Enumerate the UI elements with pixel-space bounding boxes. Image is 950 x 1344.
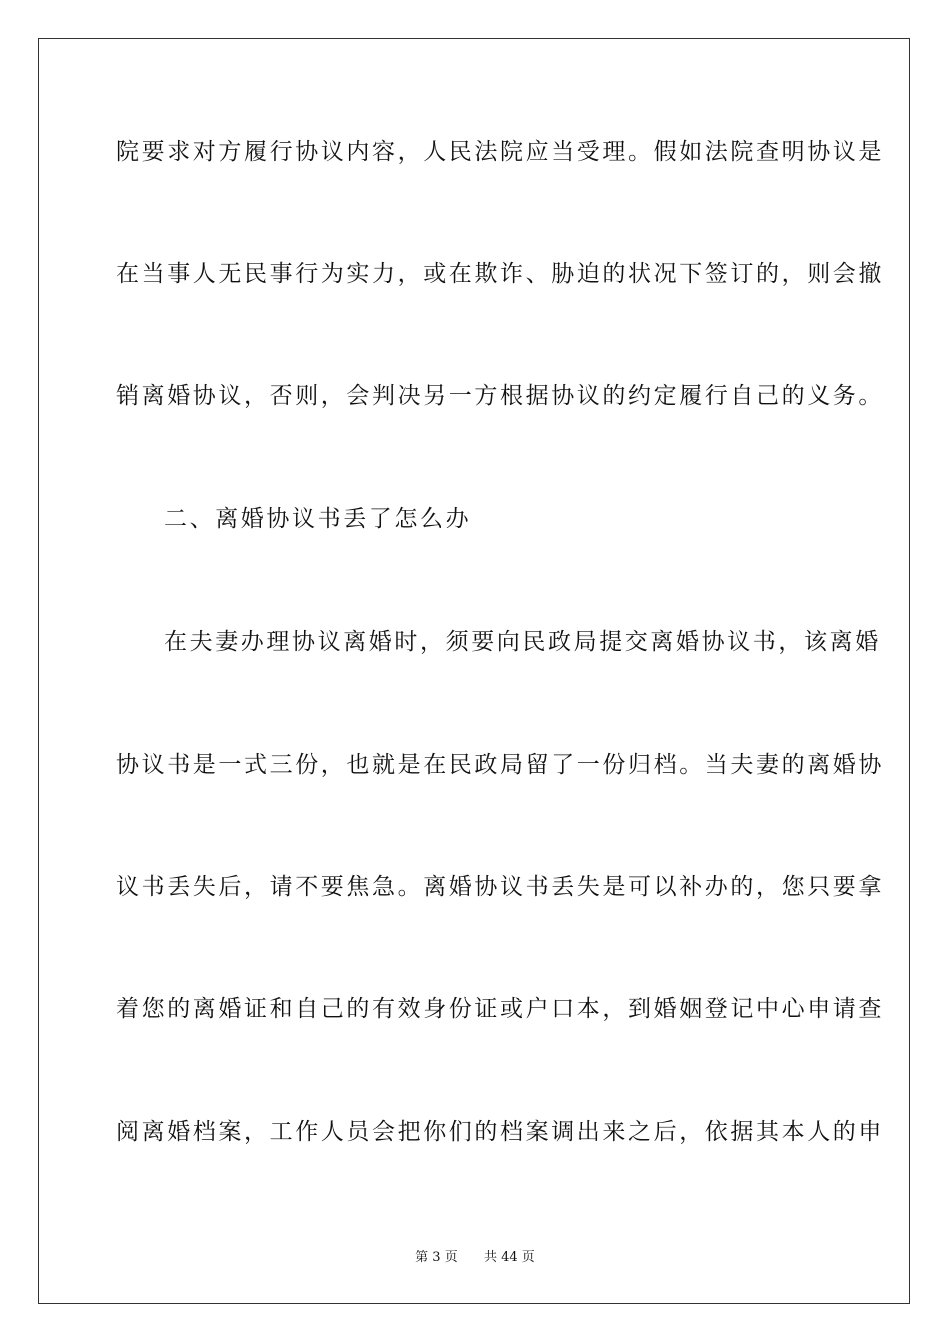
- text-line: 议书丢失后，请不要焦急。离婚协议书丢失是可以补办的，您只要拿: [116, 874, 884, 900]
- section-heading: 二、离婚协议书丢了怎么办: [164, 506, 472, 532]
- text-line: 销离婚协议，否则，会判决另一方根据协议的约定履行自己的义务。: [116, 383, 884, 409]
- page-footer: [0, 1246, 950, 1265]
- page-number: 第 3 页: [415, 1250, 458, 1265]
- text-line: 协议书是一式三份，也就是在民政局留了一份归档。当夫妻的离婚协: [116, 752, 884, 778]
- text-line: 在夫妻办理协议离婚时，须要向民政局提交离婚协议书，该离婚: [164, 629, 881, 655]
- text-line: 阅离婚档案，工作人员会把你们的档案调出来之后，依据其本人的申: [116, 1119, 884, 1145]
- text-line: 院要求对方履行协议内容，人民法院应当受理。假如法院查明协议是: [116, 139, 884, 165]
- page-total: 共 44 页: [484, 1250, 535, 1265]
- text-line: 在当事人无民事行为实力，或在欺诈、胁迫的状况下签订的，则会撤: [116, 261, 884, 287]
- text-line: 着您的离婚证和自己的有效身份证或户口本，到婚姻登记中心申请查: [116, 996, 884, 1022]
- page-border: [38, 38, 910, 1304]
